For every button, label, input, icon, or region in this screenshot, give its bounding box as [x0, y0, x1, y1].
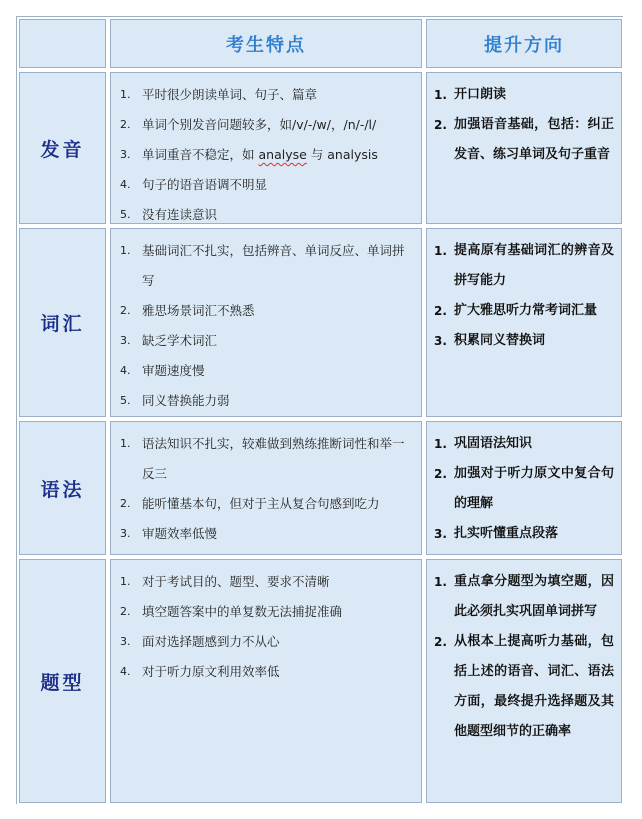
item-text: 开口朗读 [454, 87, 507, 102]
item-text: 提高原有基础词汇的辨音及拼写能力 [454, 243, 614, 288]
list-item [120, 140, 416, 170]
item-number: 3. [120, 148, 131, 161]
item-text: 能听懂基本句，但对于主从复合句感到吃力 [142, 496, 380, 511]
list-item [120, 519, 416, 549]
item-text: 单词重音不稳定，如 analyse 与 analysis [142, 147, 378, 162]
row-category-grammar: 语法 [17, 419, 108, 557]
item-text: 面对选择题感到力不从心 [142, 634, 280, 649]
item-number: 5. [120, 394, 131, 407]
list-item [120, 356, 416, 386]
item-number: 1. [120, 437, 131, 450]
item-text: 对于听力原文利用效率低 [142, 664, 280, 679]
item-text: 对于考试目的、题型、要求不清晰 [142, 574, 330, 589]
list-item [120, 110, 416, 140]
item-number: 3. [120, 635, 131, 648]
item-number: 1. [434, 437, 447, 451]
list-item [120, 429, 416, 489]
item-text: 句子的语音语调不明显 [142, 177, 268, 192]
list-item [120, 386, 416, 416]
item-text: 平时很少朗读单词、句子、篇章 [142, 87, 318, 102]
list-item [434, 80, 614, 110]
item-text: 扎实听懂重点段落 [454, 526, 559, 541]
item-text: 从根本上提高听力基础，包括上述的语音、词汇、语法方面，最终提升选择题及其他题型细节的正确率 [454, 634, 614, 739]
item-number: 5. [120, 208, 131, 221]
item-text: 审题效率低慢 [142, 526, 218, 541]
item-text: 没有连读意识 [142, 207, 218, 222]
list-item [434, 236, 614, 296]
comparison-table [16, 16, 623, 804]
item-text: 语法知识不扎实，较难做到熟练推断词性和举一反三 [142, 436, 405, 481]
item-number: 1. [120, 88, 131, 101]
list-item [120, 489, 416, 519]
item-number: 1. [120, 575, 131, 588]
item-number: 2. [434, 467, 447, 481]
header-features: 考生特点 [108, 17, 424, 70]
direction-cell-pronunciation [424, 70, 624, 226]
row-category-question-types: 题型 [17, 557, 108, 805]
list-item [434, 429, 614, 459]
features-cell-pronunciation [108, 70, 424, 226]
direction-cell-vocabulary [424, 226, 624, 419]
misspelled-word: analyse [258, 147, 307, 162]
item-text: 加强语音基础，包括：纠正发音、练习单词及句子重音 [454, 117, 614, 162]
header-corner-cell [17, 17, 108, 70]
item-text: 积累同义替换词 [454, 333, 546, 348]
item-number: 3. [434, 334, 447, 348]
item-number: 2. [120, 304, 131, 317]
features-cell-vocabulary [108, 226, 424, 419]
list-item [120, 567, 416, 597]
item-text: 单词个别发音问题较多，如/v/-/w/，/n/-/l/ [142, 117, 377, 132]
item-number: 3. [434, 527, 447, 541]
item-text: 加强对于听力原文中复合句的理解 [454, 466, 614, 511]
item-number: 4. [120, 665, 131, 678]
list-item [434, 296, 614, 326]
item-text: 扩大雅思听力常考词汇量 [454, 303, 598, 318]
list-item [120, 170, 416, 200]
item-text: 重点拿分题型为填空题，因此必须扎实巩固单词拼写 [454, 574, 614, 619]
item-number: 1. [434, 575, 447, 589]
list-item [120, 200, 416, 226]
list-item [120, 296, 416, 326]
list-item [120, 80, 416, 110]
item-number: 2. [434, 304, 447, 318]
list-item [120, 326, 416, 356]
item-number: 2. [434, 118, 447, 132]
list-item [434, 519, 614, 549]
item-text: 巩固语法知识 [454, 436, 533, 451]
list-item [434, 110, 614, 170]
row-category-pronunciation: 发音 [17, 70, 108, 226]
item-number: 4. [120, 178, 131, 191]
item-text: 缺乏学术词汇 [142, 333, 218, 348]
direction-cell-question-types [424, 557, 624, 805]
item-number: 2. [120, 118, 131, 131]
item-number: 4. [120, 364, 131, 377]
item-text: 填空题答案中的单复数无法捕捉准确 [142, 604, 343, 619]
list-item [120, 236, 416, 296]
features-cell-grammar [108, 419, 424, 557]
item-number: 3. [120, 334, 131, 347]
row-category-vocabulary: 词汇 [17, 226, 108, 419]
item-number: 1. [120, 244, 131, 257]
item-number: 3. [120, 527, 131, 540]
item-number: 2. [120, 497, 131, 510]
item-number: 1. [434, 88, 447, 102]
list-item [120, 627, 416, 657]
list-item [434, 459, 614, 519]
item-text: 审题速度慢 [142, 363, 205, 378]
item-text: 同义替换能力弱 [142, 393, 230, 408]
item-number: 2. [434, 635, 447, 649]
list-item [120, 657, 416, 687]
list-item [434, 627, 614, 747]
item-text: 基础词汇不扎实，包括辨音、单词反应、单词拼写 [142, 243, 405, 288]
item-number: 2. [120, 605, 131, 618]
features-cell-question-types [108, 557, 424, 805]
item-text: 雅思场景词汇不熟悉 [142, 303, 255, 318]
list-item [434, 567, 614, 627]
header-direction: 提升方向 [424, 17, 624, 70]
direction-cell-grammar [424, 419, 624, 557]
item-number: 1. [434, 244, 447, 258]
list-item [120, 597, 416, 627]
list-item [434, 326, 614, 356]
